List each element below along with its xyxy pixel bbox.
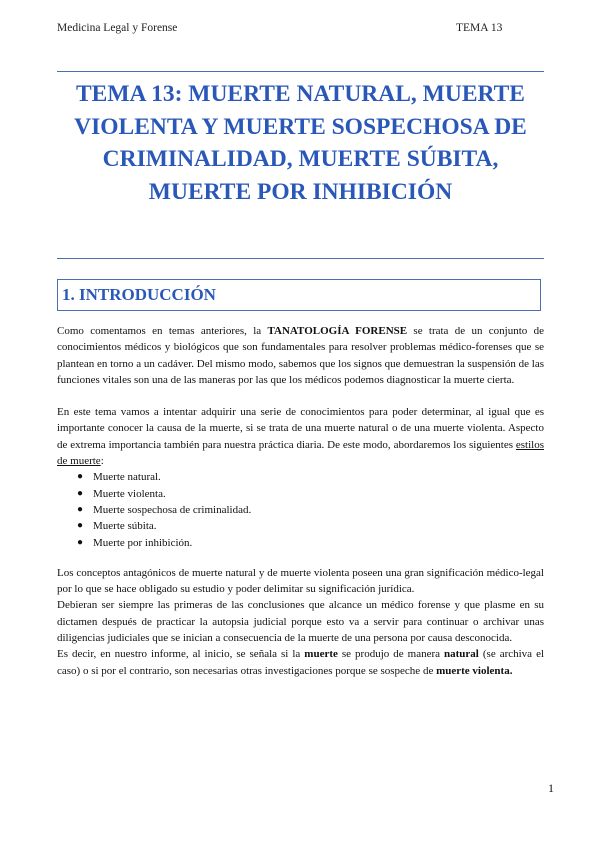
- paragraph-intro: [57, 323, 544, 388]
- term-natural: natural: [444, 648, 479, 661]
- title-rule-top: [57, 71, 544, 72]
- paragraph-report: [57, 646, 544, 679]
- text-run: En este tema vamos a intentar adquirir una serie de conocimientos para poder determinar, al igual que es importante conocer la causa de la muerte, si se trata de una muerte natural o de una muerte violenta. Aspecto de extrema importancia también para nuestra práctica diaria. De este modo, abordaremos los siguientes: [57, 406, 544, 451]
- list-item-text: Muerte súbita.: [93, 520, 157, 533]
- bullet-icon: ●: [77, 520, 84, 532]
- header-course-name: Medicina Legal y Forense: [57, 22, 178, 34]
- bullet-icon: ●: [77, 487, 84, 499]
- list-item: [77, 502, 544, 518]
- text-run: Como comentamos en temas anteriores, la: [57, 325, 268, 337]
- body-text: [57, 323, 544, 679]
- term-muerte: muerte: [304, 648, 338, 661]
- term-estilos-de-muerte: estilos de muerte: [57, 438, 544, 468]
- paragraph-conclusions: Debieran ser siempre las primeras de las conclusiones que alcance un médico forense y que plasme en su dictamen después de practicar la autopsia judicial porque esto va a servir para continuar o archivar unas diligencias judiciales que se inician a consecuencia de la muerte de una persona por causa desconocida.: [57, 599, 544, 645]
- term-tanatologia: TANATOLOGÍA FORENSE: [267, 325, 408, 337]
- term-muerte-violenta: muerte violenta.: [436, 664, 513, 677]
- list-item: [77, 535, 544, 551]
- text-run: (se archiva el caso) o si por el contrario, son necesarias otras investigaciones porque se sospeche de: [57, 648, 545, 677]
- list-item: [77, 469, 544, 485]
- page-title: TEMA 13: MUERTE NATURAL, MUERTE VIOLENTA Y MUERTE SOSPECHOSA DE CRIMINALIDAD, MUERTE SÚBITA, MUERTE POR INHIBICIÓN: [74, 81, 527, 205]
- paragraph-objective: [57, 404, 544, 469]
- text-run: se trata de un conjunto de conocimientos médicos y biológicos que son fundamentales para resolver problemas médico-forenses que se plantean en torno a un cadáver. Del mismo modo, sabemos que los signos que demuestran la suspensión de las funciones vitales son una de las maneras por las que los médicos podemos diagnosticar la muerte cierta.: [57, 325, 544, 386]
- list-item-text: Muerte por inhibición.: [93, 536, 193, 549]
- list-item-text: Muerte sospechosa de criminalidad.: [93, 503, 252, 516]
- death-types-list: [57, 469, 544, 550]
- bullet-icon: ●: [77, 536, 84, 548]
- paragraph-concepts: Los conceptos antagónicos de muerte natural y de muerte violenta poseen una gran significación médico-legal por lo que se hace obligado su estudio y poder delimitar su significación jurídica.: [57, 566, 544, 596]
- text-run: :: [100, 455, 104, 468]
- section-heading: 1. INTRODUCCIÓN: [62, 285, 216, 304]
- list-item: [77, 486, 544, 502]
- page-number: 1: [548, 781, 554, 795]
- bullet-icon: ●: [77, 503, 84, 515]
- text-run: se produjo de manera: [337, 648, 445, 661]
- section-heading-box: [57, 279, 541, 311]
- header-topic: TEMA 13: [456, 22, 503, 34]
- title-rule-bottom: [57, 258, 544, 259]
- list-item: [77, 518, 544, 534]
- bullet-icon: ●: [77, 471, 84, 483]
- list-item-text: Muerte natural.: [93, 471, 161, 484]
- list-item-text: Muerte violenta.: [93, 487, 166, 500]
- text-run: Es decir, en nuestro informe, al inicio, se señala si la: [57, 648, 305, 661]
